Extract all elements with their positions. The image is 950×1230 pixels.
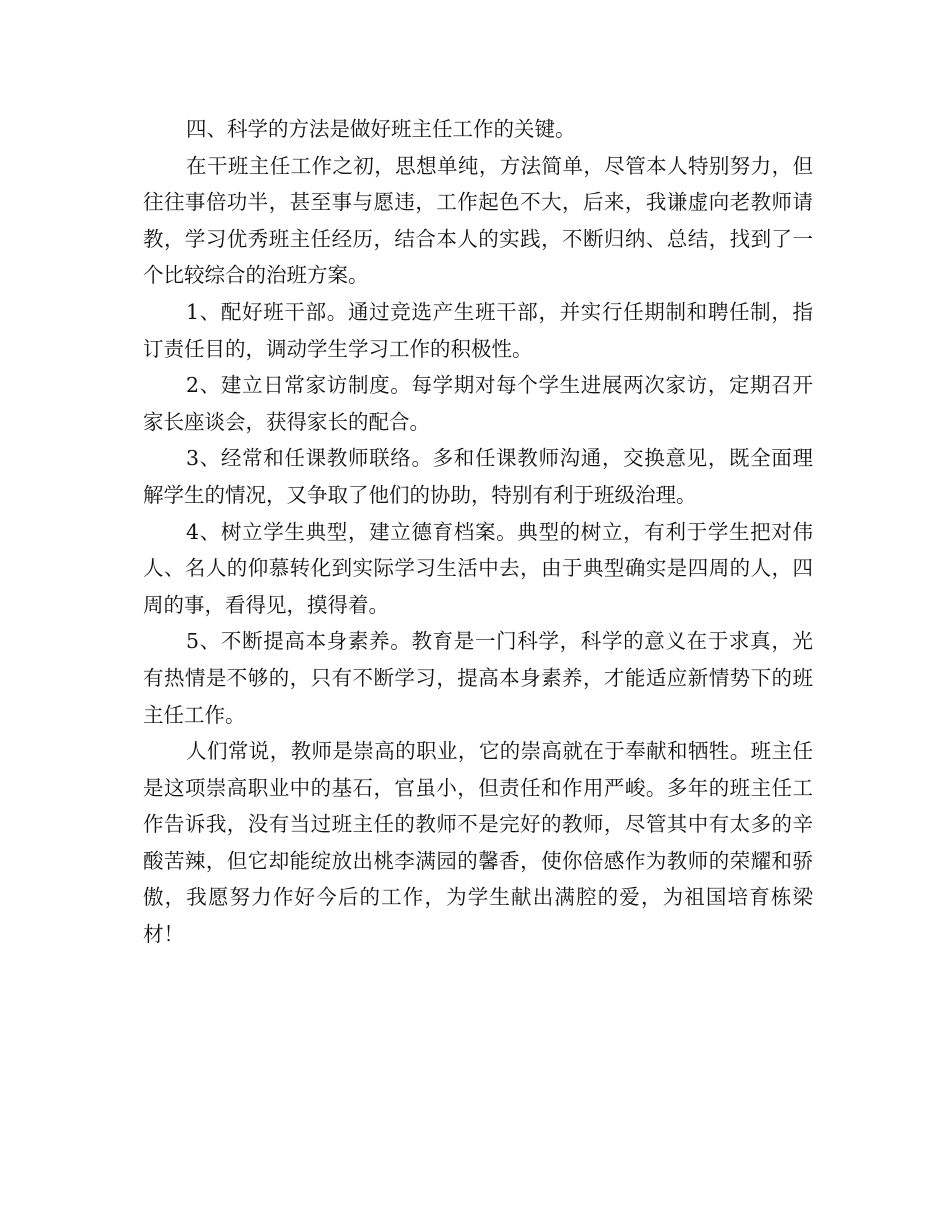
list-item-5: 5、不断提高本身素养。教育是一门科学，科学的意义在于求真，光有热情是不够的，只有不断学习，提高本身素养，才能适应新情势下的班主任工作。 <box>143 629 813 727</box>
list-item-3: 3、经常和任课教师联络。多和任课教师沟通，交换意见，既全面理解学生的情况，又争取了他们的协助，特别有利于班级治理。 <box>143 446 813 507</box>
list-item-1: 1、配好班干部。通过竞选产生班干部，并实行任期制和聘任制，指订责任目的，调动学生学习工作的积极性。 <box>143 299 813 361</box>
paragraph-conclusion: 人们常说，教师是崇高的职业，它的崇高就在于奉献和牺牲。班主任是这项崇高职业中的基石，官虽小，但责任和作用严峻。多年的班主任工作告诉我，没有当过班主任的教师不是完好的教师，尽管其中有太多的辛酸苦辣，但它却能绽放出桃李满园的馨香，使你倍感作为教师的荣耀和骄傲，我愿努力作好今后的工作，为学生献出满腔的爱，为祖国培育栋梁材！ <box>143 739 813 947</box>
paragraph-intro: 在干班主任工作之初，思想单纯，方法简单，尽管本人特别努力，但往往事倍功半，甚至事与愿违，工作起色不大，后来，我谦虚向老教师请教，学习优秀班主任经历，结合本人的实践，不断归纳、总结，找到了一个比较综合的治班方案。 <box>143 153 813 288</box>
section-heading: 四、科学的方法是做好班主任工作的关键。 <box>186 117 576 141</box>
list-item-2: 2、建立日常家访制度。每学期对每个学生进展两次家访，定期召开家长座谈会，获得家长的配合。 <box>143 373 813 434</box>
list-item-4: 4、树立学生典型，建立德育档案。典型的树立，有利于学生把对伟人、名人的仰慕转化到实际学习生活中去，由于典型确实是四周的人，四周的事，看得见，摸得着。 <box>143 519 813 617</box>
document-body <box>143 111 813 953</box>
